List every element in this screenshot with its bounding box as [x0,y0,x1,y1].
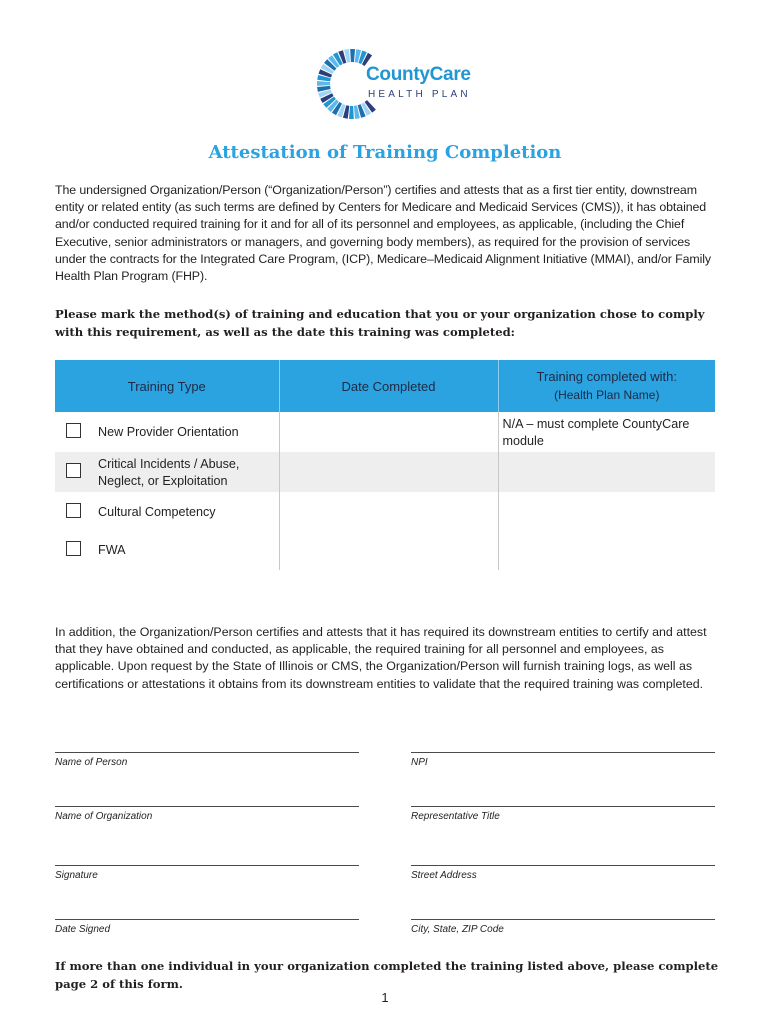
npi-field[interactable]: NPI [411,752,715,768]
checkbox-cell [55,492,92,530]
representative-title-field[interactable]: Representative Title [411,806,715,822]
table-row [55,492,715,530]
header-completed-with-sub: (Health Plan Name) [554,388,660,402]
page-number: 1 [381,990,389,1005]
table-row [55,452,715,492]
checkbox-cultural-competency[interactable] [66,503,81,518]
header-completed-with [498,360,715,412]
training-table [55,360,715,570]
checkbox-cell [55,530,92,570]
completed-with-cell[interactable]: N/A – must complete CountyCare module [498,412,715,452]
intro-paragraph: The undersigned Organization/Person (“Organization/Person”) certifies and attests that as a first tier entity, downstream entity or related entity (as such terms are defined by Centers for Medicare and Medicaid Services (CMS)), it has obtained and/or conducted required training for it and for all of its personnel and employees, as applicable, (including the Chief Executive, senior administrators or managers, and governing body members), as required for the provision of services under the contracts for the Integrated Care Program, (ICP), Medicare–Medicaid Alignment Initiative (MMAI), and/or Family Health Plan Program (FHP). [55,183,711,284]
countycare-logo [314,46,474,122]
instruction-text: Please mark the method(s) of training and education that you or your organization chose to comply with this requirement, as well as the date this training was completed: [55,307,705,339]
date-completed-cell[interactable] [279,530,498,570]
city-state-zip-field[interactable]: City, State, ZIP Code [411,919,715,935]
training-type-cell: Critical Incidents / Abuse, Neglect, or Exploitation [92,452,279,492]
additional-attestation-paragraph: In addition, the Organization/Person certifies and attests that it has required its downstream entities to certify and attest that they have obtained and conducted, as applicable, the required training for all personnel and employees, as applicable. Upon request by the State of Illinois or CMS, the Organization/Person will furnish training logs, as well as certifications or attestations it obtains from its downstream entities to validate that the required training was completed. [55,625,707,691]
table-row [55,412,715,452]
header-completed-with-label: Training completed with: [536,369,677,384]
completed-with-cell[interactable] [498,530,715,570]
date-completed-cell[interactable] [279,412,498,452]
checkbox-cell [55,412,92,452]
date-signed-field[interactable]: Date Signed [55,919,359,935]
checkbox-cell [55,452,92,492]
training-type-cell: New Provider Orientation [98,425,239,439]
table-row [55,530,715,570]
training-type-cell: FWA [98,543,126,557]
completed-with-cell[interactable] [498,452,715,492]
logo-subtitle: HEALTH PLAN [368,89,471,100]
checkbox-critical-incidents[interactable] [66,463,81,478]
footnote-text: If more than one individual in your organization completed the training listed above, please complete page 2 of this form. [55,959,719,991]
training-table-header [55,360,715,412]
date-completed-cell[interactable] [279,452,498,492]
training-type-cell: Cultural Competency [98,505,216,519]
date-completed-cell[interactable] [279,492,498,530]
street-address-field[interactable]: Street Address [411,865,715,881]
name-of-person-field[interactable]: Name of Person [55,752,359,768]
checkbox-fwa[interactable] [66,541,81,556]
logo-name: CountyCare [366,64,471,85]
checkbox-new-provider-orientation[interactable] [66,423,81,438]
name-of-organization-field[interactable]: Name of Organization [55,806,359,822]
signature-field[interactable]: Signature [55,865,359,881]
completed-with-cell[interactable] [498,492,715,530]
header-training-type: Training Type [55,360,279,412]
header-date-completed: Date Completed [279,360,498,412]
page-title: Attestation of Training Completion [208,142,562,163]
